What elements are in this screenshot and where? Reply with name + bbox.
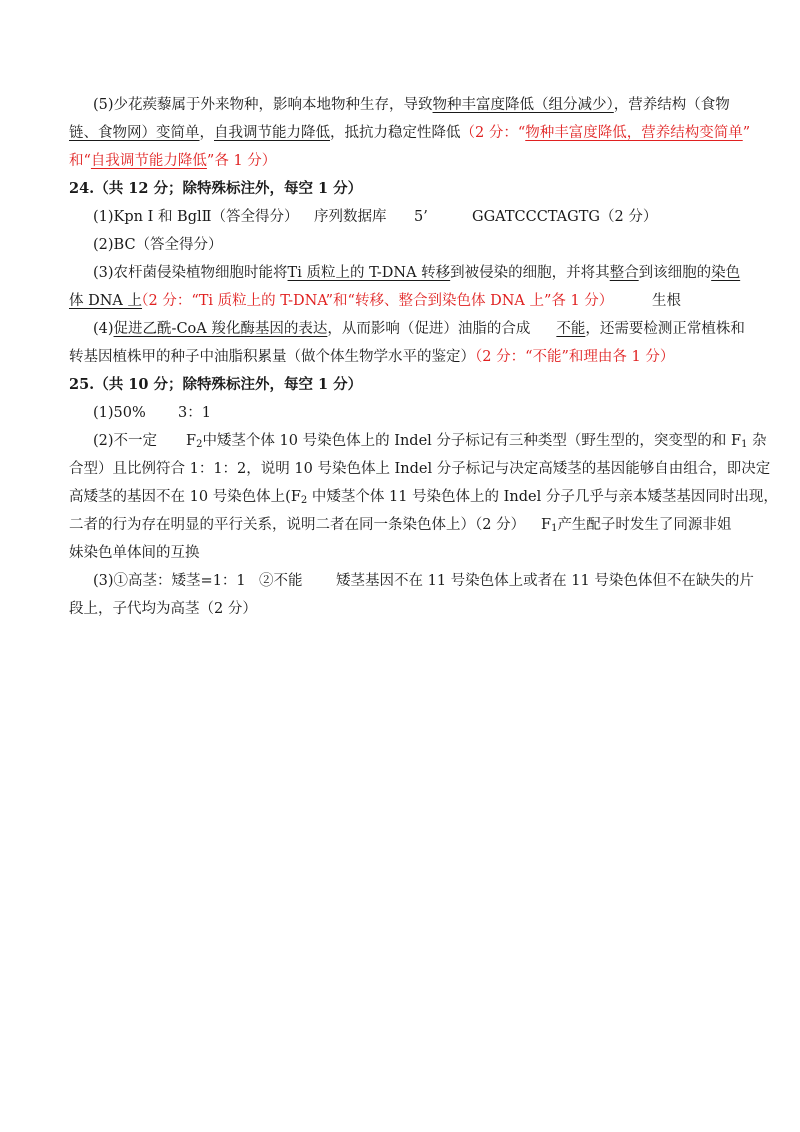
q25-heading: 25.（共 10 分；除特殊标注外，每空 1 分） (69, 376, 363, 393)
answer-5-line-1: (5)少花蒺藜属于外来物种，影响本地物种生存，导致物种丰富度降低（组分减少），营养结构（食物 (93, 97, 730, 113)
q24-2: (2)BC（答全得分） (93, 237, 223, 253)
q24-heading: 24.（共 12 分；除特殊标注外，每空 1 分） (69, 180, 363, 197)
q25-2-line-2: 合型）且比例符合 1：1：2，说明 10 号染色体上 Indel 分子标记与决定高矮茎的基因能够自由组合，即决定 (69, 461, 771, 477)
answer-5-line-3: 和“自我调节能力降低”各 1 分） (69, 153, 277, 169)
q24-3-line-1: (3)农杆菌侵染植物细胞时能将Ti 质粒上的 T-DNA 转移到被侵染的细胞，并将其整合到该细胞的染色 (93, 265, 741, 281)
answer-5-line-2: 链、食物网）变简单，自我调节能力降低，抵抗力稳定性降低（2 分：“物种丰富度降低，营养结构变简单” (69, 125, 751, 141)
q25-2-line-5: 妹染色单体间的互换 (69, 545, 200, 561)
answer-page: (5)少花蒺藜属于外来物种，影响本地物种生存，导致物种丰富度降低（组分减少），营养结构（食物 链、食物网）变简单，自我调节能力降低，抵抗力稳定性降低（2 分：“物种丰富度降低，营养结构变简单” 和“自我调节能力降低”各 1 分） 24.（共 12 分；除特殊标注外，每空 1 分） (1)Kpn Ⅰ 和 BglⅡ（答全得分） 序列数据库 5’ GGATCCCTAGTG（2 分） (2)BC（答全得分） (3)农杆菌侵染植物细胞时能将Ti 质粒上的 T-DNA 转移到被侵染的细胞，并将其整合到该细胞的染色 体 DNA 上 （2 分：“Ti 质粒上的 T-DNA”和“转移、整合到染色体 DNA 上”各 1 分） 生根 (4)促进乙酰-CoA 羧化酶基因的表达，从而影响（促进）油脂的合成 不能，还需要检测正常植株和 转基因植株甲的种子中油脂积累量（做个体生物学水平的鉴定）（2 分：“不能”和理由各 1 分） 25.（共 10 分；除特殊标注外，每空 1 分） (1)50% 3：1 (2)不一定 $F_2$中矮茎个体 10 号染色体上的 Indel 分子标记有三种类型（野生型的，突变型的和 $F_1$ 杂 合型）且比例符合 1：1：2，说明 10 号染色体上 Indel 分子标记与决定高矮茎的基因能够自由组合，即决定 高矮茎的基因不在 10 号染色体上($F_2$ 中矮茎个体 11 号染色体上的 Indel 分子几乎与亲本矮茎基因同时出现， 二者的行为存在明显的平行关系，说明二者在同一条染色体上）（2 分） $F_1$产生配子时发生了同源非姐 妹染色单体间的互换 (3)①高茎：矮茎=1：1 ②不能 矮茎基因不在 11 号染色体上或者在 11 号染色体但不在缺失的片 段上，子代均为高茎（2 分） (0, 0, 800, 1132)
q25-2-line-3: 高矮茎的基因不在 10 号染色体上($F_2$ 中矮茎个体 11 号染色体上的 Indel 分子几乎与亲本矮茎基因同时出现， (69, 489, 778, 506)
q24-4-line-1: (4)促进乙酰-CoA 羧化酶基因的表达，从而影响（促进）油脂的合成 不能，还需要检测正常植株和 (93, 321, 745, 337)
q25-3-line-2: 段上，子代均为高茎（2 分） (69, 601, 257, 617)
q24-4-line-2: 转基因植株甲的种子中油脂积累量（做个体生物学水平的鉴定）（2 分：“不能”和理由各 1 分） (69, 349, 675, 365)
